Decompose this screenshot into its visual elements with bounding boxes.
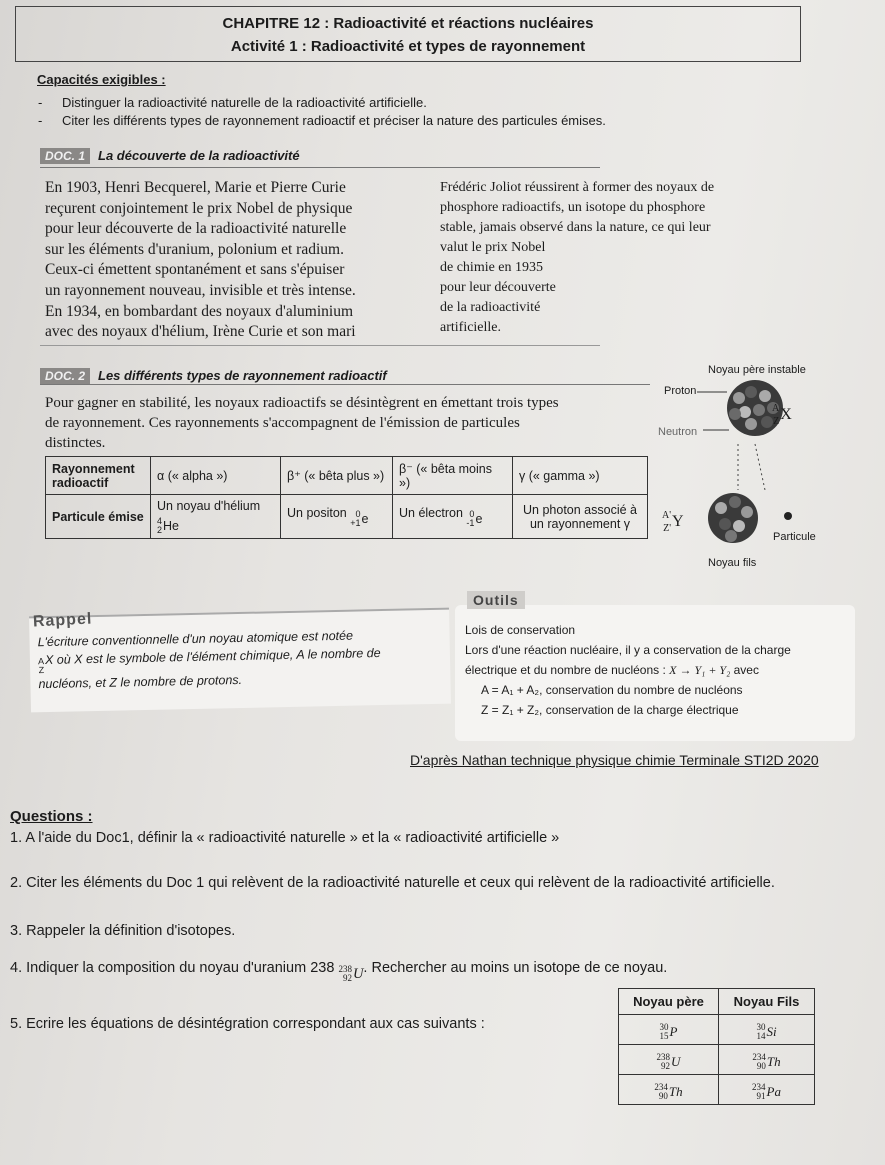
mass-number: 238 <box>338 964 352 974</box>
doc2-title: Les différents types de rayonnement radioactif <box>98 368 387 383</box>
outils-line: Lois de conservation <box>465 623 576 637</box>
doc1-line: phosphore radioactifs, un isotope du phosphore <box>440 200 706 215</box>
doc2-badge: DOC. 2 <box>40 368 90 384</box>
doc1-heading <box>40 148 300 164</box>
emitted-particle <box>784 512 792 520</box>
rappel-text <box>37 625 438 693</box>
divider <box>40 384 650 385</box>
doc1-left-column <box>45 178 435 343</box>
doc2-line: Pour gagner en stabilité, les noyaux radioactifs se désintègrent en émettant trois types <box>45 395 559 411</box>
doc1-line: stable, jamais observé dans la nature, ce qui leur <box>440 220 711 235</box>
outils-text <box>465 620 850 720</box>
doc1-title: La découverte de la radioactivité <box>98 148 300 163</box>
table-cell: 238 92 U <box>619 1045 719 1075</box>
mass-number: 0 <box>469 508 475 519</box>
atomic-number: Z <box>38 665 45 676</box>
table-row <box>46 457 648 495</box>
question-4: 4. Indiquer la composition du noyau d'uranium 238 238 92 U . Rechercher au moins un isotope de ce noyau. <box>10 960 668 983</box>
outils-line: Z = Z₁ + Z₂, conservation de la charge électrique <box>481 703 739 717</box>
mass-number: A <box>772 403 780 414</box>
table-cell: α (« alpha ») <box>151 457 281 495</box>
table-cell: 234 90 Th <box>619 1075 719 1105</box>
element-symbol: e <box>475 511 483 526</box>
doc2-line: distinctes. <box>45 435 106 451</box>
chapter-title: CHAPITRE 12 : Radioactivité et réactions nucléaires <box>222 15 594 32</box>
particle-name: Un noyau d'hélium <box>157 498 261 513</box>
capacite-item: - Citer les différents types de rayonnement radioactif et préciser la nature des particules émises. <box>62 112 606 130</box>
doc1-line: Frédéric Joliot réussirent à former des noyaux de <box>440 180 715 195</box>
doc1-line: de la radioactivité <box>440 300 541 315</box>
nuclei-table <box>618 988 815 1105</box>
table-cell <box>281 495 393 539</box>
table-cell: 234 91 Pa <box>719 1075 815 1105</box>
decay-line <box>755 444 765 490</box>
child-symbol <box>662 505 684 535</box>
rappel-line: A Z X où X est le symbole de l'élément chimique, A le nombre de <box>37 646 381 676</box>
outils-title: Outils <box>467 591 525 609</box>
proton-label: Proton <box>664 385 697 397</box>
capacites-title: Capacités exigibles : <box>37 72 166 87</box>
question-1: 1. A l'aide du Doc1, définir la « radioactivité naturelle » et la « radioactivité artificielle » <box>10 830 560 846</box>
rappel-title: Rappel <box>32 610 93 631</box>
doc1-line: valut le prix Nobel <box>440 240 546 255</box>
uranium-symbol <box>338 965 363 983</box>
reaction-equation: X → Y₁ + Y₂ <box>669 663 731 677</box>
radiation-table <box>45 456 648 539</box>
doc1-line: pour leur découverte <box>440 280 556 295</box>
table-cell: β⁺ (« bêta plus ») <box>281 457 393 495</box>
outils-line: électrique et du nombre de nucléons : X → Y₁ + Y₂ avec <box>465 663 759 677</box>
particle-name: Un positon <box>287 505 347 520</box>
mass-number: A' <box>662 510 672 521</box>
table-cell: β⁻ (« bêta moins ») <box>393 457 513 495</box>
outils-line: A = A₁ + A₂, conservation du nombre de nucléons <box>481 683 743 697</box>
parent-symbol <box>772 398 792 428</box>
divider <box>40 345 600 346</box>
table-cell <box>393 495 513 539</box>
table-cell: Un photon associé à un rayonnement γ <box>513 495 648 539</box>
element-symbol: e <box>361 511 369 526</box>
parent-label: Noyau père instable <box>708 364 806 376</box>
header-box <box>15 6 801 62</box>
doc1-right-column <box>440 178 800 338</box>
doc1-line: de chimie en 1935 <box>440 260 544 275</box>
table-header-cell: Noyau père <box>619 989 719 1015</box>
doc1-line: En 1903, Henri Becquerel, Marie et Pierre Curie <box>45 179 346 196</box>
outils-line: Lors d'une réaction nucléaire, il y a conservation de la charge <box>465 643 791 657</box>
doc1-line: pour leur découverte de la radioactivité naturelle <box>45 220 347 238</box>
atomic-number: 2 <box>157 524 163 535</box>
table-header-cell: Rayonnement radioactif <box>46 457 151 495</box>
particle-name: Un électron <box>399 505 463 520</box>
doc2-heading <box>40 368 387 384</box>
capacite-item: - Distinguer la radioactivité naturelle de la radioactivité artificielle. <box>62 94 606 112</box>
question-5: 5. Ecrire les équations de désintégration correspondant aux cas suivants : <box>10 1016 485 1032</box>
mass-number: 4 <box>157 515 163 526</box>
table-cell: γ (« gamma ») <box>513 457 648 495</box>
activity-title: Activité 1 : Radioactivité et types de rayonnement <box>230 38 586 55</box>
doc1-line: sur les éléments d'uranium, polonium et radium. <box>45 240 344 258</box>
table-row <box>619 1015 815 1045</box>
rappel-line: L'écriture conventionnelle d'un noyau atomique est notée <box>37 628 354 650</box>
question-2: 2. Citer les éléments du Doc 1 qui relèvent de la radioactivité naturelle et ceux qui relèvent de la radioactivité artificielle. <box>10 875 775 891</box>
nucleus-diagram <box>655 378 830 578</box>
divider <box>40 167 600 168</box>
positron-symbol <box>350 510 368 528</box>
doc2-text <box>45 393 655 453</box>
source-citation: D'après Nathan technique physique chimie Terminale STI2D 2020 <box>410 752 819 768</box>
table-row <box>619 1075 815 1105</box>
doc1-line: artificielle. <box>440 320 502 335</box>
doc1-line: un rayonnement nouveau, invisible et très intense. <box>45 281 356 299</box>
element-symbol: X <box>780 406 792 423</box>
doc1-line: reçurent conjointement le prix Nobel de physique <box>45 199 353 217</box>
question-3: 3. Rappeler la définition d'isotopes. <box>10 923 236 939</box>
questions-title: Questions : <box>10 808 93 825</box>
neutron-label: Neutron <box>658 426 698 438</box>
table-cell: 234 90 Th <box>719 1045 815 1075</box>
doc1-line: Ceux-ci émettent spontanément et sans s'épuiser <box>45 261 345 279</box>
particle-label: Particule <box>773 531 816 543</box>
table-header-cell: Particule émise <box>46 495 151 539</box>
atomic-number: Z' <box>663 523 672 534</box>
atomic-number: +1 <box>350 517 361 528</box>
doc1-line: En 1934, en bombardant des noyaux d'aluminium <box>45 302 354 320</box>
table-cell <box>151 495 281 539</box>
capacites-list <box>62 94 606 130</box>
doc1-line: avec des noyaux d'hélium, Irène Curie et son mari <box>45 323 356 341</box>
element-symbol: He <box>163 518 179 533</box>
electron-symbol <box>466 510 482 528</box>
atomic-number: -1 <box>466 517 475 528</box>
rappel-line: nucléons, et Z le nombre de protons. <box>38 672 243 692</box>
helium-symbol <box>157 517 179 535</box>
mass-number: A <box>37 656 45 667</box>
element-symbol: U <box>352 965 364 982</box>
mass-number: 0 <box>355 508 361 519</box>
table-row <box>46 495 648 539</box>
child-nucleus <box>708 493 758 543</box>
atomic-number: 92 <box>342 973 352 983</box>
doc1-badge: DOC. 1 <box>40 148 90 164</box>
table-cell: 30 14 Si <box>719 1015 815 1045</box>
element-symbol: Y <box>672 513 684 530</box>
doc2-line: de rayonnement. Ces rayonnements s'accompagnent de l'émission de particules <box>45 415 520 431</box>
table-row <box>619 1045 815 1075</box>
table-row <box>619 989 815 1015</box>
table-cell: 30 15 P <box>619 1015 719 1045</box>
atomic-number: Z <box>773 416 780 427</box>
table-header-cell: Noyau Fils <box>719 989 815 1015</box>
child-label: Noyau fils <box>708 557 757 569</box>
